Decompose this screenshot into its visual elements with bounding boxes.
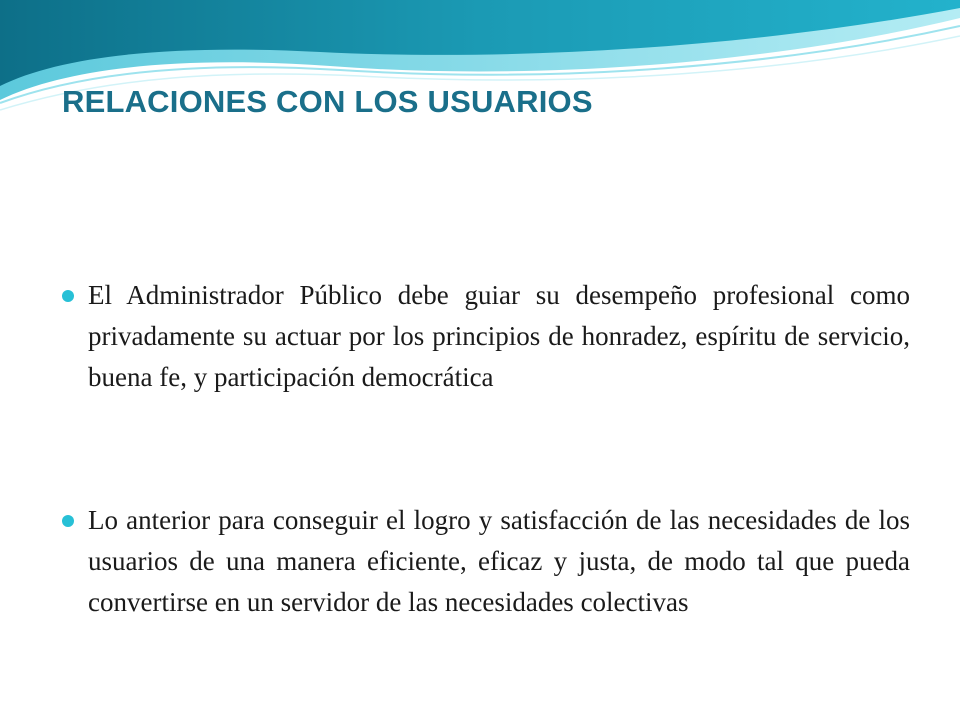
bullet-text: El Administrador Público debe guiar su desempeño profesional como privadamente su actuar por los principios de honradez, espíritu de servicio, buena fe, y participación democrática (88, 280, 910, 392)
bullet-dot-icon (62, 515, 74, 527)
bullet-item (62, 275, 910, 398)
bullet-item (62, 500, 910, 623)
bullet-list (62, 275, 910, 623)
bullet-dot-icon (62, 290, 74, 302)
bullet-text: Lo anterior para conseguir el logro y satisfacción de las necesidades de los usuarios de una manera eficiente, eficaz y justa, de modo tal que pueda convertirse en un servidor de las necesidades colectivas (88, 505, 910, 617)
slide-title: RELACIONES CON LOS USUARIOS (62, 84, 593, 119)
